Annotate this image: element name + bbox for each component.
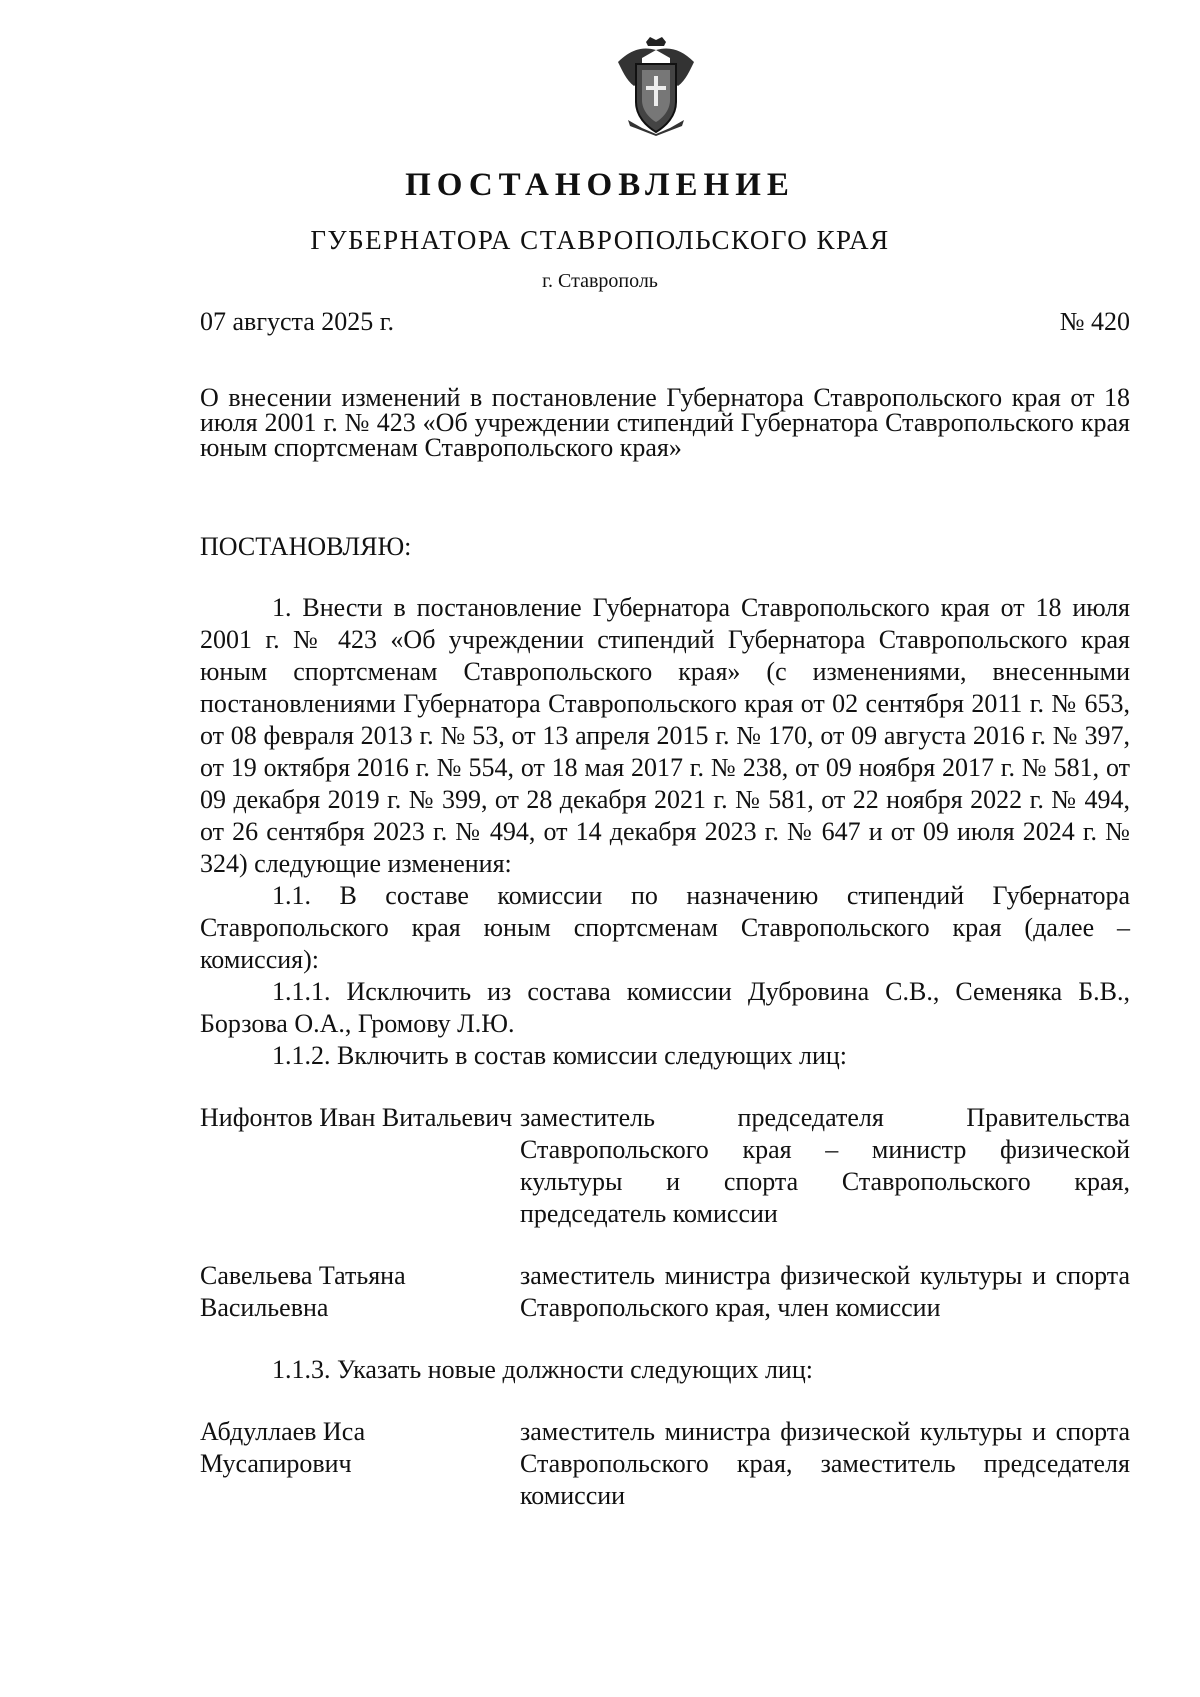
paragraph-1-1-1: 1.1.1. Исключить из состава комиссии Дубровина С.В., Семеняка Б.В., Борзова О.А., Громову Л.Ю. bbox=[200, 977, 1130, 1038]
paragraph-1: 1. Внести в постановление Губернатора Ставропольского края от 18 июля 2001 г. № 423 «Об учреждении стипендий Губернатора Ставропольского края юным спортсменам Ставропольского края» (с изменениями, внесенными постановлениями Губернатора Ставропольского края от 02 сентября 2011 г. № 653, от 08 февраля 2013 г. № 53, от 13 апреля 2015 г. № 170, от 09 августа 2016 г. № 397, от 19 октября 2016 г. № 554, от 18 мая 2017 г. № 238, от 09 ноября 2017 г. № 581, от 09 декабря 2019 г. № 399, от 28 декабря 2021 г. № 581, от 22 ноября 2022 г. № 494, от 26 сентября 2023 г. № 494, от 14 декабря 2023 г. № 647 и от 09 июля 2024 г. № 324) следующие изменения: bbox=[200, 593, 1130, 878]
paragraph-1-1-3: 1.1.3. Указать новые должности следующих лиц: bbox=[272, 1355, 813, 1384]
new-positions-list bbox=[200, 1416, 1130, 1512]
list-item bbox=[200, 1416, 1130, 1512]
document-city: г. Ставрополь bbox=[542, 270, 658, 292]
spacer bbox=[200, 1386, 1130, 1416]
person-role: заместитель министра физической культуры и спорта Ставропольского края, член комиссии bbox=[520, 1261, 1130, 1322]
person-role: заместитель председателя Правительства Ставропольского края – министр физической культуры и спорта Ставропольского края, председатель комиссии bbox=[520, 1103, 1130, 1228]
person-name: Нифонтов Иван Витальевич bbox=[200, 1103, 513, 1132]
person-role: заместитель министра физической культуры и спорта Ставропольского края, заместитель председателя комиссии bbox=[520, 1417, 1130, 1510]
paragraph-1-1-2: 1.1.2. Включить в состав комиссии следующих лиц: bbox=[272, 1041, 848, 1070]
paragraph-1-1: 1.1. В составе комиссии по назначению стипендий Губернатора Ставропольского края юным спортсменам Ставропольского края (далее – комиссия): bbox=[200, 881, 1130, 974]
spacer bbox=[200, 1072, 1130, 1102]
list-item bbox=[200, 1260, 1130, 1324]
document-title: ПОСТАНОВЛЕНИЕ bbox=[405, 167, 795, 203]
decree-word: ПОСТАНОВЛЯЮ: bbox=[200, 532, 412, 561]
document-number: № 420 bbox=[1059, 307, 1130, 336]
coat-of-arms-icon bbox=[612, 36, 700, 136]
person-name: Абдуллаев Иса Мусапирович bbox=[200, 1417, 366, 1478]
spacer bbox=[200, 1230, 1130, 1260]
document-body bbox=[200, 592, 1130, 1512]
person-name: Савельева Татьяна Васильевна bbox=[200, 1261, 406, 1322]
spacer bbox=[200, 1324, 1130, 1354]
document-caption: О внесении изменений в постановление Губернатора Ставропольского края от 18 июля 2001 г. № 423 «Об учреждении стипендий Губернатора Ставропольского края юным спортсменам Ставропольского края» bbox=[200, 383, 1130, 462]
list-item bbox=[200, 1102, 1130, 1230]
include-list bbox=[200, 1102, 1130, 1324]
document-issuer: ГУБЕРНАТОРА СТАВРОПОЛЬСКОГО КРАЯ bbox=[310, 225, 890, 255]
document-date: 07 августа 2025 г. bbox=[200, 307, 394, 336]
